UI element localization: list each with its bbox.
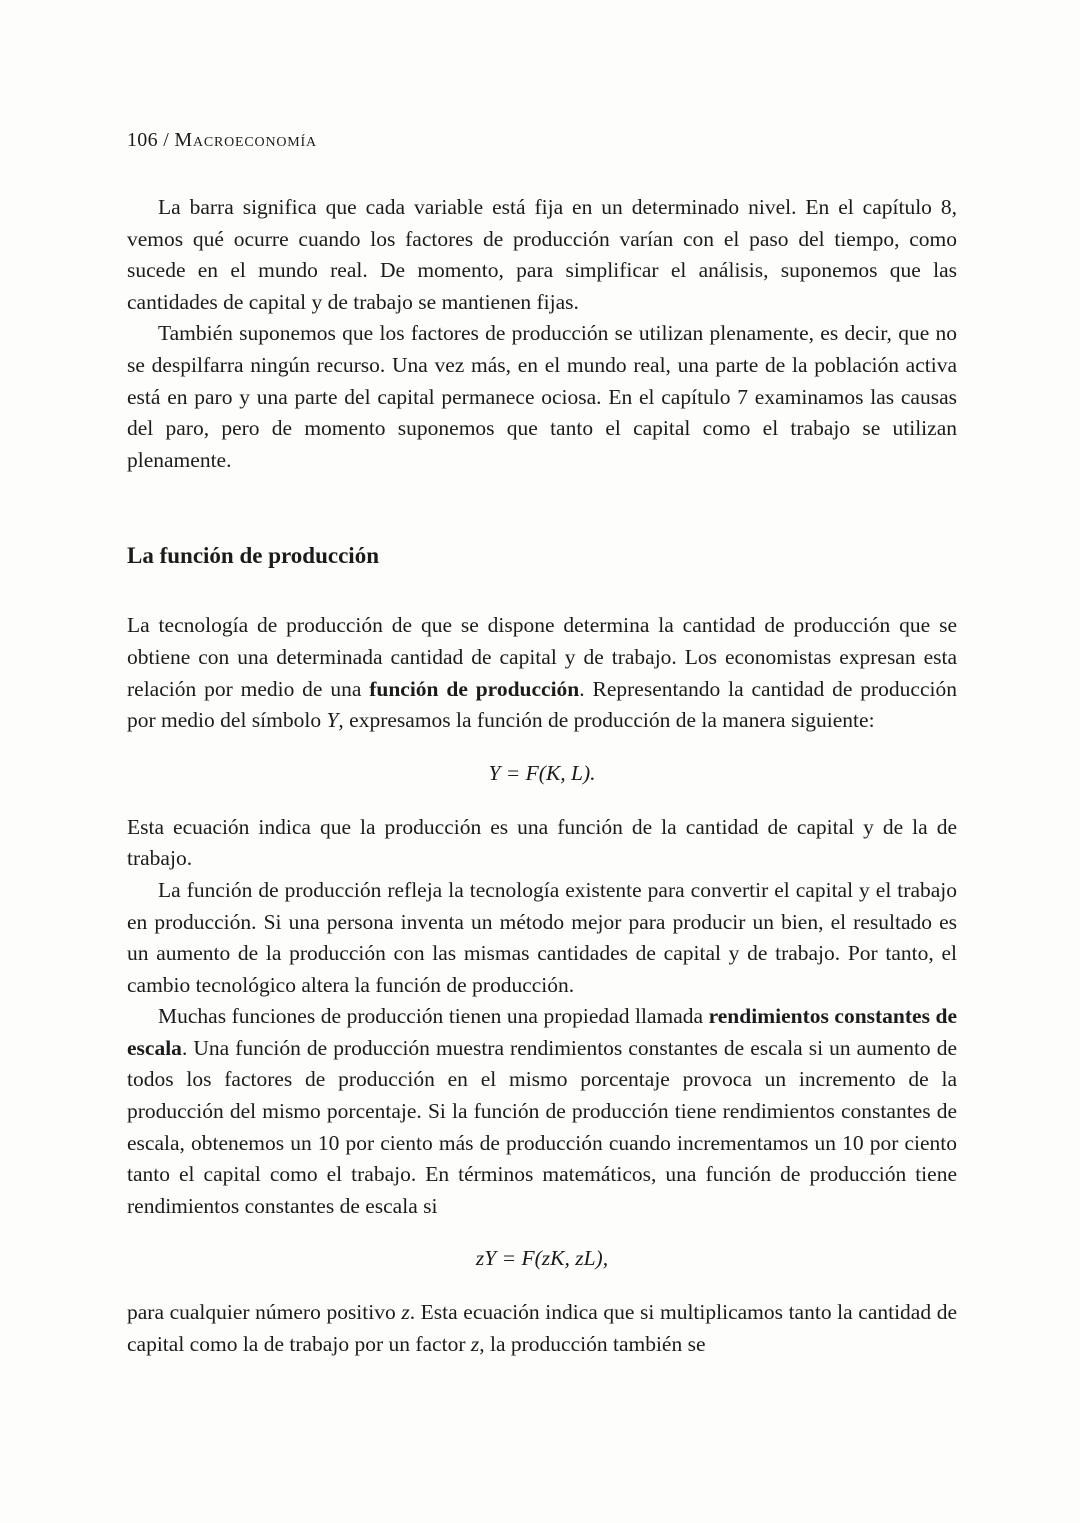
equation-constant-returns: zY = F(zK, zL),	[475, 1246, 609, 1271]
p7-symbol-z-1: z	[401, 1300, 410, 1325]
paragraph-positive-z	[127, 1297, 957, 1360]
section-heading: La función de producción	[127, 543, 379, 569]
p3-text-2: . Representando la cantidad de producción por medio del símbolo	[127, 676, 957, 733]
paragraph-equation-meaning: Esta ecuación indica que la producción es una función de la cantidad de capital y de la de trabajo.	[127, 814, 957, 871]
p3-bold-term: función de producción	[369, 676, 580, 701]
paragraph-full-employment: También suponemos que los factores de producción se utilizan plenamente, es decir, que no se despilfarra ningún recurso. Una vez más, en el mundo real, una parte de la población activa está en paro y una parte del capital permanece ociosa. En el capítulo 7 examinamos las causas del paro, pero de momento suponemos que tanto el capital como el trabajo se utilizan plenamente.	[127, 321, 957, 472]
running-header	[127, 128, 957, 152]
p6-bold-term: rendimientos constantes de escala	[127, 1004, 957, 1060]
paragraph-constant-returns	[127, 1001, 957, 1222]
page-number: 106	[127, 129, 158, 151]
p6-text-2: . Una función de producción muestra rendimientos constantes de escala si un aumento de todos los factores de producción en el mismo porcentaje provoca un incremento de la producción del mismo porcentaje. Si la función de producción tiene rendimientos constantes de escala, obtenemos un 10 por ciento más de producción cuando incrementamos un 10 por ciento tanto el capital como el trabajo. En términos matemáticos, una función de producción tiene rendimientos constantes de escala si	[127, 1035, 957, 1218]
p3-symbol-Y: Y	[326, 708, 339, 733]
p7-symbol-z-2: z	[470, 1332, 480, 1357]
book-title: Macroeconomía	[174, 129, 317, 151]
p7-text-2: . Esta ecuación indica que si multiplicamos tanto la cantidad de capital como la de trabajo por un factor	[127, 1300, 957, 1357]
paragraph-fixed-variables: La barra significa que cada variable está fija en un determinado nivel. En el capítulo 8, vemos qué ocurre cuando los factores de producción varían con el paso del tiempo, como sucede en el mundo real. De momento, para simplificar el análisis, suponemos que las cantidades de capital y de trabajo se mantienen fijas.	[127, 195, 957, 314]
paragraph-production-technology	[127, 610, 957, 736]
equation-production-function: Y = F(K, L).	[488, 760, 596, 785]
p6-text-1: Muchas funciones de producción tienen una propiedad llamada	[158, 1004, 709, 1029]
p3-text-3: , expresamos la función de producción de la manera siguiente:	[338, 708, 875, 733]
p7-text-1: para cualquier número positivo	[127, 1300, 402, 1325]
p3-text-1: La tecnología de producción de que se dispone determina la cantidad de producción que se obtiene con una determinada cantidad de capital y de trabajo. Los economistas expresan esta relación por medio de una	[127, 613, 957, 701]
header-separator: /	[157, 129, 175, 151]
paragraph-technology-change: La función de producción refleja la tecnología existente para convertir el capital y el trabajo en producción. Si una persona inventa un método mejor para producir un bien, el resultado es un aumento de la producción con las mismas cantidades de capital y de trabajo. Por tanto, el cambio tecnológico altera la función de producción.	[127, 877, 957, 997]
p7-text-3: , la producción también se	[479, 1332, 706, 1357]
